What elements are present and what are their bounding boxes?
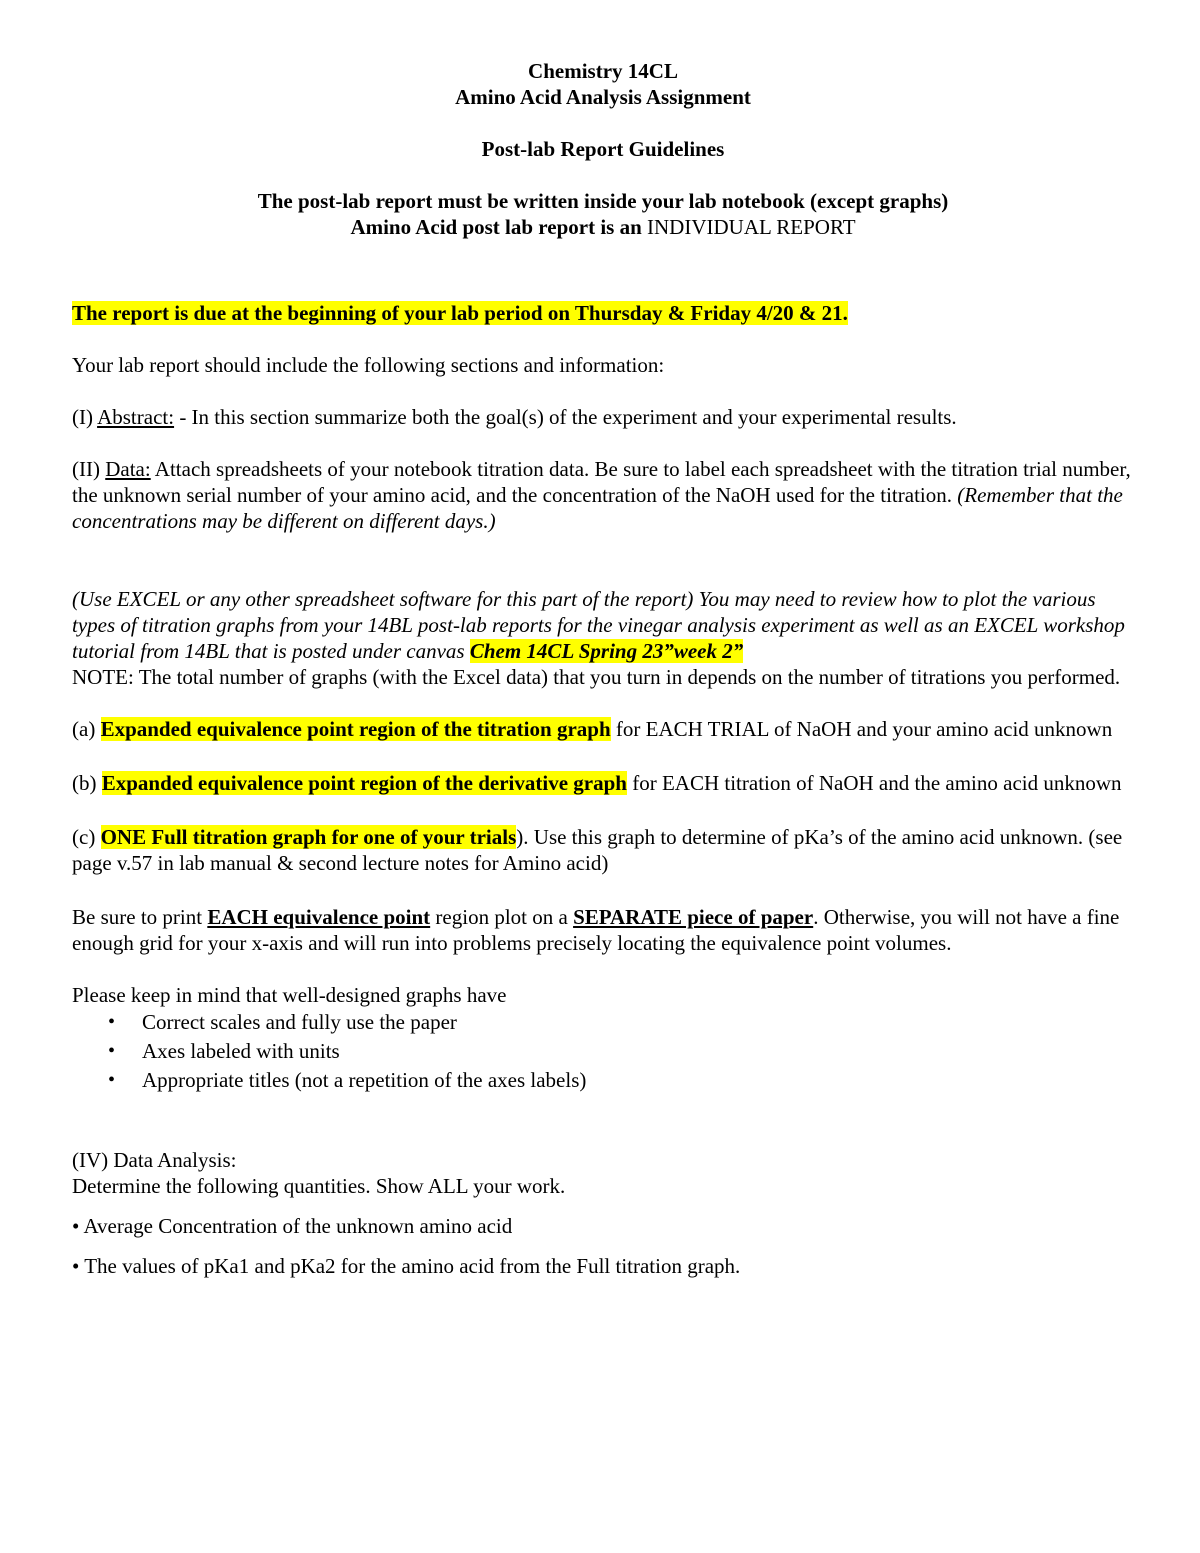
excel-italic: (Use EXCEL or any other spreadsheet software for this part of the report) You may need to review how to plot the various types of titration graphs from your 14BL post-lab reports for the vinegar analysis experiment as well as an EXCEL workshop tutorial from 14BL that is posted under canvas	[72, 587, 1125, 663]
individual-note	[72, 214, 1134, 240]
due-text: The report is due at the beginning of your lab period on Thursday & Friday 4/20 & 21.	[72, 301, 848, 325]
item-b-rest: for EACH titration of NaOH and the amino acid unknown	[626, 771, 1122, 795]
analysis-intro: Determine the following quantities. Show ALL your work.	[72, 1174, 566, 1198]
analysis-item: • The values of pKa1 and pKa2 for the amino acid from the Full titration graph.	[72, 1254, 741, 1278]
item-c-prefix: (c)	[72, 825, 101, 849]
excel-canvas-highlight: Chem 14CL Spring 23”week 2”	[469, 639, 744, 663]
excel-section	[72, 586, 1134, 664]
course-title: Chemistry 14CL	[528, 59, 678, 83]
print-note-mid: region plot on a	[430, 905, 574, 929]
abstract-section	[72, 404, 1134, 430]
list-item: • Axes labeled with units	[108, 1037, 1134, 1066]
item-c	[72, 824, 1134, 876]
print-note-separate: SEPARATE piece of paper	[573, 905, 814, 929]
intro-line: Your lab report should include the following sections and information:	[72, 353, 665, 377]
graphs-bullet-list	[72, 1008, 1134, 1095]
due-line	[72, 300, 1134, 326]
data-section	[72, 456, 1134, 534]
list-item: • Appropriate titles (not a repetition of the axes labels)	[108, 1066, 1134, 1095]
abstract-label: Abstract:	[97, 405, 175, 429]
data-text: Attach spreadsheets of your notebook titration data. Be sure to label each spreadsheet with the titration trial number, the unknown serial number of your amino acid, and the concentration of the NaOH used for the titration.	[72, 457, 1131, 507]
item-a-prefix: (a)	[72, 717, 101, 741]
data-remember: (Remember that the concentrations may be different on different days.)	[72, 483, 1123, 533]
list-item: • Correct scales and fully use the paper	[108, 1008, 1134, 1037]
analysis-title: (IV) Data Analysis:	[72, 1148, 237, 1172]
item-c-highlight: ONE Full titration graph for one of your trials	[100, 825, 517, 849]
item-c-rest: ). Use this graph to determine of pKa’s of the amino acid unknown. (see page v.57 in lab manual & second lecture notes for Amino acid)	[72, 825, 1123, 875]
print-note-each: EACH equivalence point	[207, 905, 431, 929]
item-a	[72, 716, 1134, 742]
individual-note-pre: Amino Acid post lab report is an	[350, 215, 648, 239]
analysis-item: • Average Concentration of the unknown amino acid	[72, 1214, 513, 1238]
notebook-note: The post-lab report must be written inside your lab notebook (except graphs)	[257, 189, 949, 213]
document-page	[72, 58, 1134, 1279]
print-note	[72, 904, 1134, 956]
item-a-rest: for EACH TRIAL of NaOH and your amino acid unknown	[610, 717, 1113, 741]
guidelines-title: Post-lab Report Guidelines	[481, 137, 725, 161]
abstract-text: - In this section summarize both the goal(s) of the experiment and your experimental results.	[174, 405, 957, 429]
print-note-post: . Otherwise, you will not have a fine enough grid for your x-axis and will run into problems precisely locating the equivalence point volumes.	[72, 905, 1120, 955]
assignment-title: Amino Acid Analysis Assignment	[455, 85, 751, 109]
item-b	[72, 770, 1134, 796]
item-b-prefix: (b)	[72, 771, 102, 795]
graphs-intro: Please keep in mind that well-designed graphs have	[72, 983, 507, 1007]
individual-note-word: INDIVIDUAL REPORT	[647, 215, 856, 239]
data-label: Data:	[105, 457, 151, 481]
data-num: (II)	[72, 457, 106, 481]
abstract-num: (I)	[72, 405, 98, 429]
item-b-highlight: Expanded equivalence point region of the derivative graph	[101, 771, 627, 795]
item-a-highlight: Expanded equivalence point region of the titration graph	[100, 717, 611, 741]
excel-note: NOTE: The total number of graphs (with the Excel data) that you turn in depends on the number of titrations you performed.	[72, 665, 1121, 689]
print-note-pre: Be sure to print	[72, 905, 208, 929]
